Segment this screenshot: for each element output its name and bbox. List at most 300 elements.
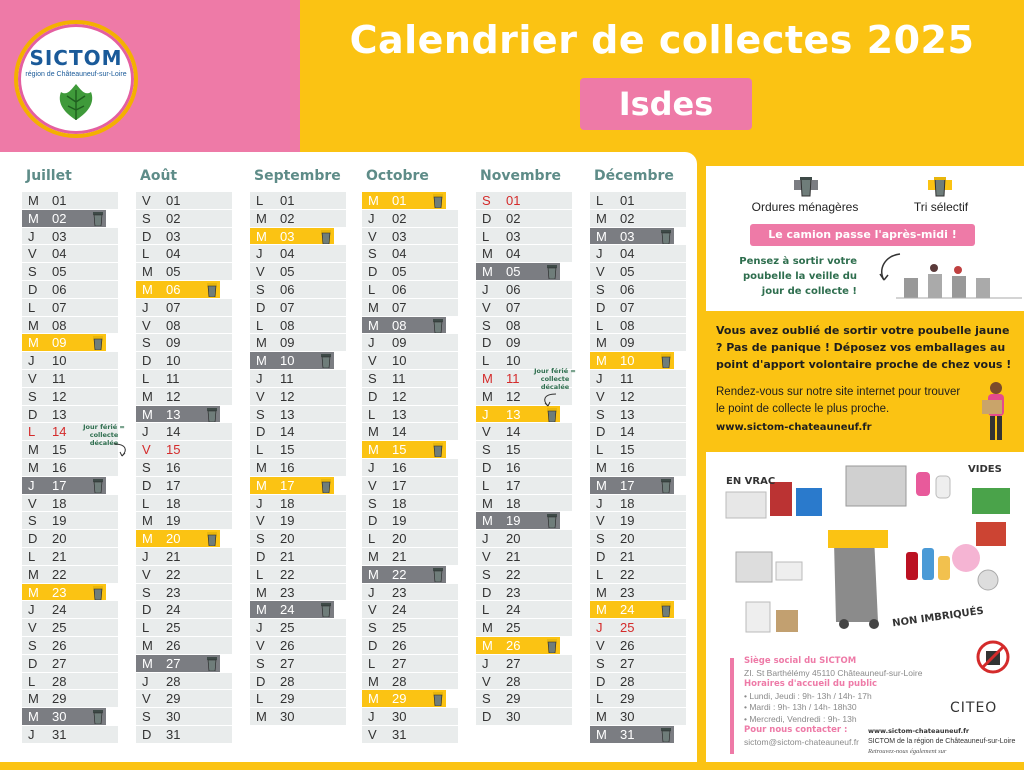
calendar-day bbox=[22, 655, 118, 673]
day-letter: D bbox=[28, 655, 38, 671]
bin-icon bbox=[92, 586, 104, 600]
day-letter: D bbox=[256, 673, 266, 689]
day-letter: S bbox=[482, 317, 491, 333]
day-number: 01 bbox=[52, 193, 67, 208]
bin-icon bbox=[546, 639, 558, 653]
day-letter: V bbox=[142, 442, 151, 458]
calendar-day bbox=[22, 228, 118, 246]
month-name: Septembre bbox=[254, 168, 341, 184]
page-title: Calendrier de collectes 2025 bbox=[349, 18, 975, 62]
calendar-day bbox=[590, 655, 686, 673]
footer-facebook-link[interactable]: SICTOM de la région de Châteauneuf-sur-Loire bbox=[868, 738, 1016, 745]
day-number: 18 bbox=[392, 495, 407, 511]
day-letter: M bbox=[368, 299, 379, 315]
bin-icon bbox=[92, 710, 104, 724]
calendar-day bbox=[362, 601, 458, 619]
day-letter: J bbox=[256, 246, 263, 262]
day-letter: M bbox=[596, 709, 607, 725]
day-letter: V bbox=[368, 602, 377, 618]
day-number: 27 bbox=[392, 655, 407, 671]
calendar-day bbox=[590, 334, 686, 352]
day-number: 20 bbox=[506, 531, 521, 547]
calendar-day bbox=[476, 210, 572, 228]
contact-title: Pour nous contacter : bbox=[744, 725, 848, 735]
day-number: 03 bbox=[392, 228, 407, 244]
day-number: 22 bbox=[166, 566, 181, 582]
calendar-day bbox=[22, 566, 118, 584]
calendar-day bbox=[136, 584, 232, 602]
calendar-day bbox=[136, 317, 232, 335]
day-letter: L bbox=[596, 317, 604, 333]
day-letter: M bbox=[368, 317, 379, 333]
calendar-day bbox=[476, 601, 572, 619]
day-number: 13 bbox=[620, 406, 635, 422]
horaires-line-2: • Mardi : 9h- 13h / 14h- 18h30 bbox=[744, 702, 857, 712]
oublie-text: Rendez-vous sur notre site internet pour trouver le point de collecte le plus proche. bbox=[716, 386, 961, 415]
day-number: 30 bbox=[52, 709, 67, 725]
day-number: 28 bbox=[166, 673, 181, 689]
day-number: 21 bbox=[166, 548, 181, 564]
day-letter: L bbox=[28, 673, 36, 689]
day-number: 31 bbox=[392, 726, 407, 742]
day-letter: J bbox=[596, 246, 603, 262]
calendar-day bbox=[590, 459, 686, 477]
calendar-day bbox=[362, 477, 458, 495]
calendar-day bbox=[22, 690, 118, 708]
calendar-day bbox=[250, 708, 346, 726]
day-number: 21 bbox=[620, 548, 635, 564]
ordures-bin-icon bbox=[794, 176, 818, 198]
day-letter: M bbox=[482, 264, 493, 280]
calendar-day bbox=[136, 459, 232, 477]
calendar-day bbox=[136, 495, 232, 513]
day-number: 01 bbox=[506, 193, 521, 208]
day-letter: D bbox=[142, 477, 152, 493]
calendar-day bbox=[362, 495, 458, 513]
calendar-day bbox=[136, 263, 232, 281]
calendar-day bbox=[362, 619, 458, 637]
day-number: 24 bbox=[392, 602, 407, 618]
bin-icon bbox=[432, 443, 444, 457]
day-number: 10 bbox=[392, 353, 407, 369]
month-column bbox=[250, 168, 348, 726]
day-letter: S bbox=[28, 637, 37, 653]
day-letter: S bbox=[596, 406, 605, 422]
month-name: Octobre bbox=[366, 168, 429, 184]
day-number: 10 bbox=[166, 353, 181, 369]
calendar-day bbox=[590, 530, 686, 548]
day-letter: S bbox=[142, 210, 151, 226]
day-number: 20 bbox=[620, 531, 635, 547]
day-letter: L bbox=[142, 246, 150, 262]
calendar-day bbox=[22, 601, 118, 619]
day-letter: V bbox=[482, 424, 491, 440]
label-en-vrac: EN VRAC bbox=[726, 476, 776, 487]
calendar-day bbox=[590, 423, 686, 441]
day-letter: L bbox=[256, 566, 264, 582]
day-number: 07 bbox=[166, 299, 181, 315]
calendar-day bbox=[362, 584, 458, 602]
day-letter: D bbox=[482, 709, 492, 725]
day-number: 24 bbox=[52, 602, 67, 618]
day-letter: L bbox=[256, 317, 264, 333]
day-letter: J bbox=[368, 335, 375, 351]
day-letter: D bbox=[596, 299, 606, 315]
day-letter: S bbox=[142, 709, 151, 725]
day-number: 24 bbox=[166, 602, 181, 618]
day-number: 20 bbox=[280, 531, 295, 547]
day-number: 04 bbox=[280, 246, 295, 262]
day-letter: M bbox=[482, 513, 493, 529]
day-letter: J bbox=[596, 620, 603, 636]
calendar-day bbox=[250, 619, 346, 637]
day-letter: J bbox=[368, 459, 375, 475]
day-letter: J bbox=[142, 424, 149, 440]
oublie-website-link[interactable]: www.sictom-chateauneuf.fr bbox=[716, 422, 872, 433]
day-letter: M bbox=[256, 353, 267, 369]
day-letter: L bbox=[482, 477, 490, 493]
calendar-day bbox=[362, 423, 458, 441]
label-vides: VIDES bbox=[968, 464, 1002, 475]
calendar-day bbox=[590, 584, 686, 602]
day-number: 02 bbox=[620, 210, 635, 226]
calendar-day bbox=[250, 370, 346, 388]
oublie-title: Vous avez oublié de sortir votre poubelle jaune ? Pas de panique ! Déposez vos emballages au point d'apport volontaire proche de chez vous ! bbox=[716, 324, 1012, 371]
day-letter: D bbox=[596, 548, 606, 564]
day-number: 27 bbox=[280, 655, 295, 671]
calendar-day bbox=[476, 530, 572, 548]
day-number: 16 bbox=[620, 459, 635, 475]
day-letter: M bbox=[142, 637, 153, 653]
calendar-day bbox=[22, 512, 118, 530]
day-number: 25 bbox=[280, 620, 295, 636]
day-number: 07 bbox=[392, 299, 407, 315]
day-letter: M bbox=[368, 673, 379, 689]
day-number: 16 bbox=[392, 459, 407, 475]
calendar-day bbox=[136, 601, 232, 619]
day-number: 25 bbox=[506, 620, 521, 636]
calendar-day bbox=[136, 423, 232, 441]
day-letter: V bbox=[368, 477, 377, 493]
day-letter: V bbox=[482, 299, 491, 315]
calendar-day bbox=[22, 317, 118, 335]
day-letter: J bbox=[28, 477, 35, 493]
day-letter: S bbox=[368, 495, 377, 511]
day-letter: M bbox=[596, 602, 607, 618]
day-number: 26 bbox=[506, 637, 521, 653]
day-number: 25 bbox=[52, 620, 67, 636]
day-letter: M bbox=[482, 620, 493, 636]
calendar-day bbox=[476, 317, 572, 335]
calendar-day bbox=[22, 263, 118, 281]
day-letter: J bbox=[596, 370, 603, 386]
day-number: 24 bbox=[506, 602, 521, 618]
day-number: 15 bbox=[620, 442, 635, 458]
calendar-day bbox=[136, 441, 232, 459]
day-letter: J bbox=[482, 655, 489, 671]
collection-day-tri bbox=[362, 690, 446, 708]
day-letter: D bbox=[28, 406, 38, 422]
day-number: 15 bbox=[166, 442, 181, 458]
collection-day-tri bbox=[476, 637, 560, 655]
calendar-day bbox=[362, 352, 458, 370]
day-letter: L bbox=[368, 655, 376, 671]
siege-address: ZI. St Barthélémy 45110 Châteauneuf-sur-Loire bbox=[744, 667, 923, 678]
calendar-day bbox=[590, 299, 686, 317]
calendar-day bbox=[590, 388, 686, 406]
day-letter: M bbox=[142, 388, 153, 404]
day-number: 10 bbox=[620, 353, 635, 369]
day-letter: M bbox=[256, 602, 267, 618]
day-number: 17 bbox=[52, 477, 67, 493]
town-name: Isdes bbox=[580, 78, 752, 130]
day-number: 01 bbox=[280, 193, 295, 208]
calendar-day bbox=[362, 530, 458, 548]
day-number: 31 bbox=[620, 726, 635, 742]
day-letter: L bbox=[28, 299, 36, 315]
day-letter: V bbox=[256, 388, 265, 404]
calendar-day bbox=[362, 406, 458, 424]
contact-email[interactable]: sictom@sictom-chateauneuf.fr bbox=[744, 736, 859, 747]
day-letter: V bbox=[28, 246, 37, 262]
calendar-day bbox=[476, 619, 572, 637]
month-name: Novembre bbox=[480, 168, 561, 184]
day-letter: J bbox=[256, 495, 263, 511]
day-letter: J bbox=[368, 709, 375, 725]
day-letter: D bbox=[142, 228, 152, 244]
day-letter: V bbox=[368, 228, 377, 244]
day-number: 15 bbox=[280, 442, 295, 458]
bins-illustration-icon bbox=[866, 250, 1024, 306]
calendar-day bbox=[136, 210, 232, 228]
day-number: 05 bbox=[506, 264, 521, 280]
day-letter: V bbox=[142, 691, 151, 707]
day-letter: L bbox=[596, 442, 604, 458]
day-number: 16 bbox=[166, 459, 181, 475]
day-letter: M bbox=[28, 193, 39, 208]
bin-icon bbox=[660, 728, 672, 742]
day-letter: L bbox=[482, 228, 490, 244]
calendar-day bbox=[362, 512, 458, 530]
calendar-day bbox=[590, 192, 686, 210]
bottom-stripe bbox=[0, 762, 1024, 770]
footer-website-link[interactable]: www.sictom-chateauneuf.fr bbox=[868, 727, 970, 735]
day-letter: L bbox=[368, 531, 376, 547]
day-letter: J bbox=[368, 584, 375, 600]
day-letter: M bbox=[28, 566, 39, 582]
collection-day-tri bbox=[590, 601, 674, 619]
day-number: 04 bbox=[620, 246, 635, 262]
day-letter: J bbox=[596, 495, 603, 511]
day-number: 20 bbox=[52, 531, 67, 547]
day-letter: M bbox=[28, 442, 39, 458]
bin-icon bbox=[206, 408, 218, 422]
calendar-day bbox=[362, 673, 458, 691]
day-letter: S bbox=[28, 264, 37, 280]
calendar-day bbox=[136, 690, 232, 708]
day-number: 23 bbox=[166, 584, 181, 600]
day-letter: S bbox=[482, 442, 491, 458]
day-letter: M bbox=[28, 210, 39, 226]
calendar-day bbox=[476, 334, 572, 352]
day-number: 11 bbox=[280, 370, 294, 386]
calendar-day bbox=[362, 334, 458, 352]
bin-icon bbox=[546, 408, 558, 422]
calendar-day bbox=[476, 477, 572, 495]
calendar-day bbox=[250, 281, 346, 299]
day-number: 14 bbox=[506, 424, 521, 440]
day-letter: M bbox=[142, 264, 153, 280]
day-letter: D bbox=[368, 513, 378, 529]
bin-icon bbox=[92, 479, 104, 493]
month-column bbox=[362, 168, 460, 744]
day-number: 28 bbox=[620, 673, 635, 689]
day-number: 27 bbox=[166, 655, 181, 671]
day-number: 05 bbox=[166, 264, 181, 280]
day-number: 25 bbox=[166, 620, 181, 636]
calendar-day bbox=[250, 512, 346, 530]
calendar-day bbox=[590, 619, 686, 637]
calendar-day bbox=[590, 370, 686, 388]
day-letter: D bbox=[596, 673, 606, 689]
day-number: 31 bbox=[166, 726, 181, 742]
day-number: 14 bbox=[166, 424, 181, 440]
tri-bin-icon bbox=[928, 176, 952, 198]
month-name: Août bbox=[140, 168, 178, 184]
collection-day-ordures bbox=[22, 477, 106, 495]
day-letter: S bbox=[368, 620, 377, 636]
calendar-day bbox=[590, 708, 686, 726]
day-number: 02 bbox=[506, 210, 521, 226]
day-letter: V bbox=[482, 548, 491, 564]
day-letter: M bbox=[256, 228, 267, 244]
day-number: 29 bbox=[620, 691, 635, 707]
day-number: 03 bbox=[280, 228, 295, 244]
day-number: 08 bbox=[52, 317, 67, 333]
calendar-day bbox=[590, 512, 686, 530]
day-number: 29 bbox=[280, 691, 295, 707]
day-number: 02 bbox=[392, 210, 407, 226]
day-number: 21 bbox=[280, 548, 295, 564]
day-letter: L bbox=[28, 424, 36, 440]
day-number: 26 bbox=[52, 637, 67, 653]
bin-icon bbox=[206, 657, 218, 671]
day-number: 07 bbox=[506, 299, 521, 315]
day-letter: M bbox=[596, 459, 607, 475]
day-number: 16 bbox=[52, 459, 67, 475]
day-number: 28 bbox=[392, 673, 407, 689]
calendar-day bbox=[250, 690, 346, 708]
day-number: 06 bbox=[280, 281, 295, 297]
day-number: 13 bbox=[506, 406, 521, 422]
day-letter: L bbox=[142, 370, 150, 386]
day-number: 20 bbox=[166, 531, 181, 547]
collection-day-ordures bbox=[476, 512, 560, 530]
collection-day-ordures bbox=[590, 477, 674, 495]
day-number: 13 bbox=[166, 406, 181, 422]
bin-icon bbox=[660, 479, 672, 493]
calendar-day bbox=[136, 370, 232, 388]
day-letter: D bbox=[482, 210, 492, 226]
day-number: 07 bbox=[620, 299, 635, 315]
day-number: 21 bbox=[506, 548, 521, 564]
calendar-day bbox=[362, 726, 458, 744]
oublie-panel bbox=[706, 318, 1024, 448]
calendar-day bbox=[590, 441, 686, 459]
day-number: 27 bbox=[52, 655, 67, 671]
day-letter: L bbox=[142, 495, 150, 511]
day-number: 14 bbox=[280, 424, 295, 440]
calendar-day bbox=[590, 263, 686, 281]
bin-icon bbox=[660, 230, 672, 244]
day-letter: M bbox=[28, 691, 39, 707]
day-number: 22 bbox=[280, 566, 295, 582]
day-letter: V bbox=[256, 264, 265, 280]
day-letter: S bbox=[368, 370, 377, 386]
day-letter: V bbox=[28, 620, 37, 636]
day-letter: J bbox=[142, 673, 149, 689]
collection-day-tri bbox=[22, 334, 106, 352]
day-letter: S bbox=[28, 513, 37, 529]
calendar-day bbox=[476, 708, 572, 726]
collection-day-tri bbox=[250, 477, 334, 495]
day-number: 12 bbox=[506, 388, 521, 404]
calendar-day bbox=[476, 673, 572, 691]
day-number: 04 bbox=[52, 246, 67, 262]
day-letter: M bbox=[482, 388, 493, 404]
day-number: 28 bbox=[280, 673, 295, 689]
horaires-line-1: • Lundi, Jeudi : 9h- 13h / 14h- 17h bbox=[744, 690, 872, 701]
day-letter: J bbox=[142, 548, 149, 564]
day-letter: M bbox=[368, 193, 379, 208]
day-letter: S bbox=[596, 655, 605, 671]
collection-day-ordures bbox=[136, 655, 220, 673]
day-letter: M bbox=[256, 335, 267, 351]
day-number: 19 bbox=[392, 513, 407, 529]
collection-day-ordures bbox=[136, 406, 220, 424]
calendar-day bbox=[22, 619, 118, 637]
bin-icon bbox=[320, 603, 332, 617]
collection-day-ordures bbox=[476, 263, 560, 281]
day-letter: D bbox=[482, 459, 492, 475]
day-number: 09 bbox=[392, 335, 407, 351]
calendar-day bbox=[136, 548, 232, 566]
day-letter: L bbox=[482, 602, 490, 618]
calendar-day bbox=[250, 406, 346, 424]
day-letter: J bbox=[28, 726, 35, 742]
day-letter: D bbox=[482, 584, 492, 600]
day-number: 25 bbox=[620, 620, 635, 636]
calendar-day bbox=[362, 370, 458, 388]
day-letter: V bbox=[596, 513, 605, 529]
day-number: 14 bbox=[620, 424, 635, 440]
day-letter: J bbox=[256, 620, 263, 636]
bin-icon bbox=[546, 514, 558, 528]
camion-banner: Le camion passe l'après-midi ! bbox=[750, 224, 975, 246]
day-number: 15 bbox=[506, 442, 521, 458]
day-number: 12 bbox=[392, 388, 407, 404]
collection-day-tri bbox=[136, 530, 220, 548]
day-letter: D bbox=[256, 424, 266, 440]
day-letter: D bbox=[28, 531, 38, 547]
curved-arrow-icon bbox=[538, 392, 558, 408]
day-letter: D bbox=[256, 299, 266, 315]
day-letter: L bbox=[596, 193, 604, 208]
day-number: 15 bbox=[52, 442, 67, 458]
calendar-day bbox=[476, 299, 572, 317]
calendar-day bbox=[136, 388, 232, 406]
day-number: 23 bbox=[392, 584, 407, 600]
